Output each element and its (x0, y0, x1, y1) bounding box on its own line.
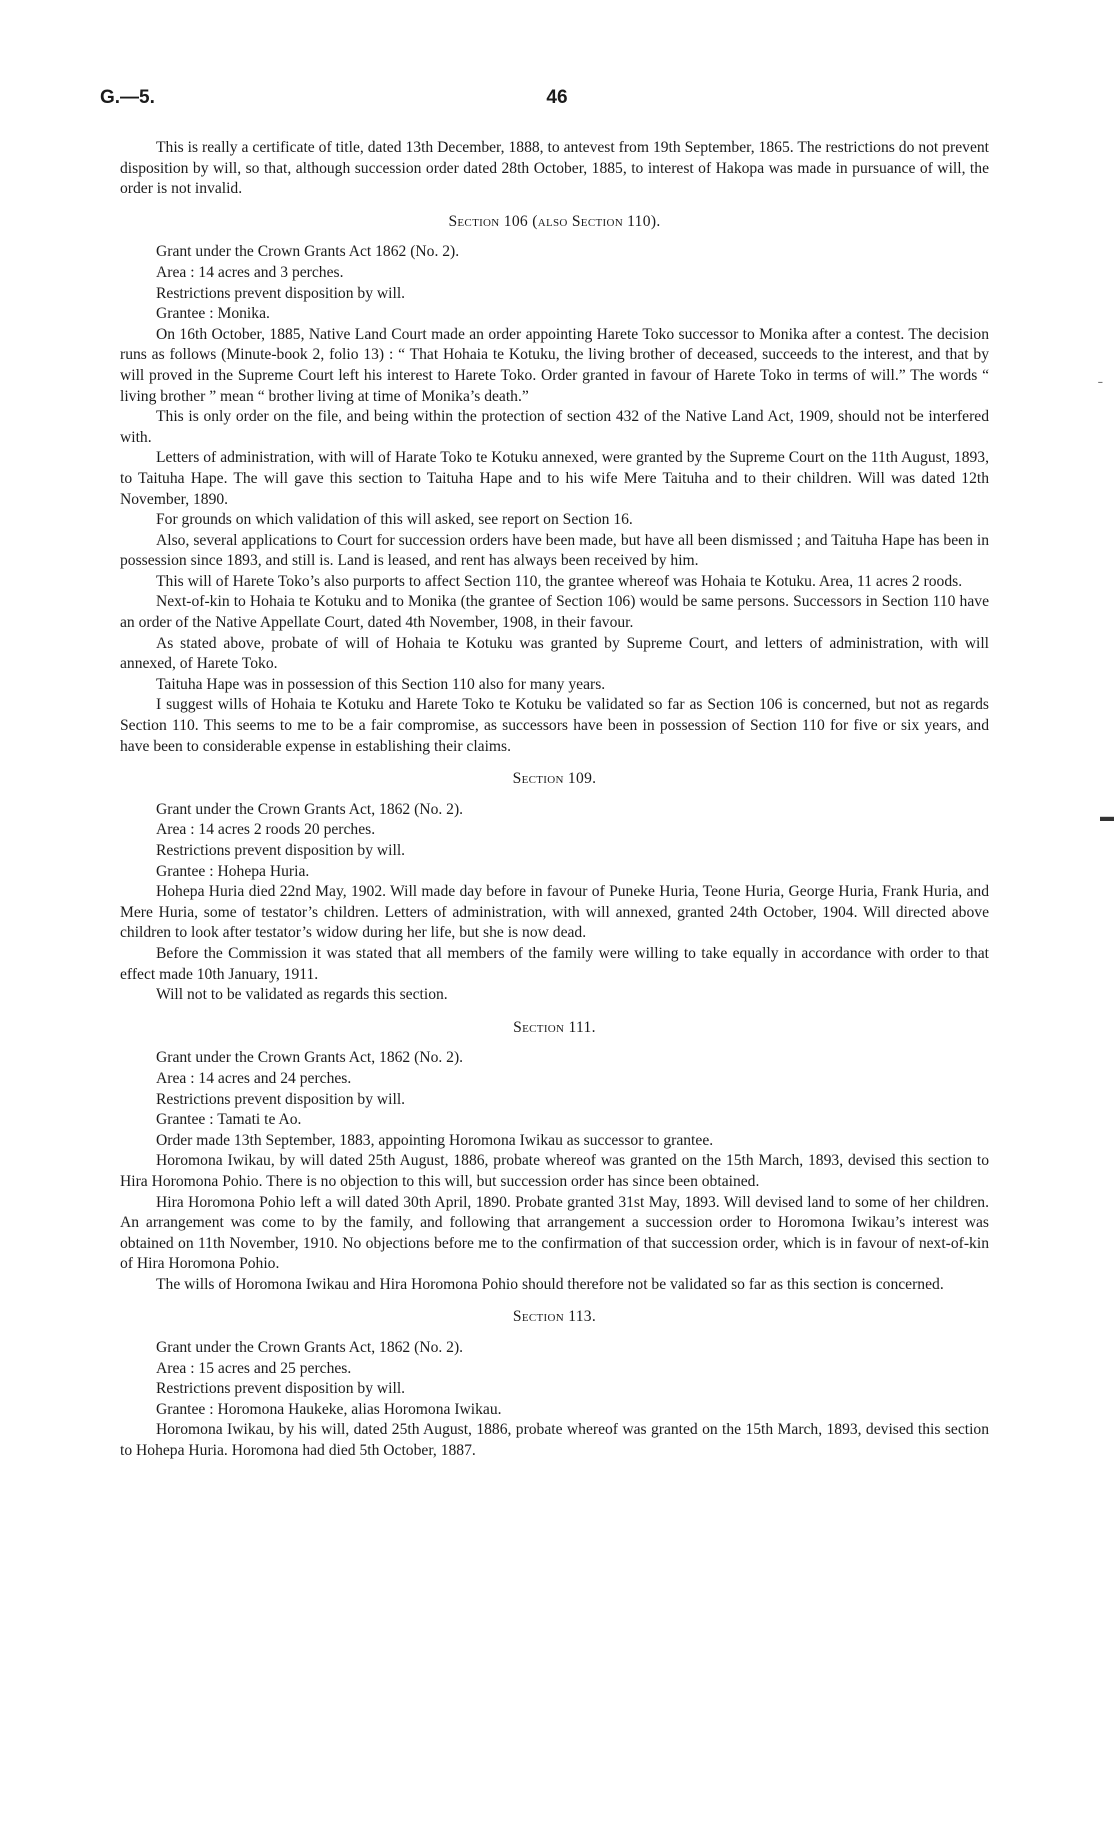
body-paragraph: This will of Harete Toko’s also purports to affect Section 110, the grantee whereof was Hohaia te Kotuku. Area, 11 acres 2 roods. (156, 572, 963, 590)
restrictions-line: Restrictions prevent disposition by will. (156, 1380, 406, 1398)
body-paragraph: The wills of Horomona Iwikau and Hira Horomona Pohio should therefore not be validated so far as this section is concerned. (156, 1275, 944, 1293)
body-paragraph: Taituha Hape was in possession of this Section 110 also for many years. (156, 675, 606, 693)
area-line: Area : 14 acres and 3 perches. (156, 263, 344, 281)
grant-line: Grant under the Crown Grants Act, 1862 (No. 2). (156, 1339, 464, 1357)
body-paragraph: Horomona Iwikau, by will dated 25th August, 1886, probate whereof was granted on the 15th March, 1893, devised this section to Hira Horomona Pohio. There is no objection to this will, but succession order has since been obtained. (120, 1152, 989, 1190)
body-paragraph: As stated above, probate of will of Hohaia te Kotuku was granted by Supreme Court, and letters of administration, with will annexed, of Harete Toko. (120, 634, 989, 673)
body-paragraph: Order made 13th September, 1883, appointing Horomona Iwikau as successor to grantee. (156, 1131, 714, 1149)
page-number: 46 (546, 87, 568, 108)
section-113-block (120, 1307, 989, 1461)
section-111-block (120, 1018, 989, 1296)
body-paragraph: Hira Horomona Pohio left a will dated 30th April, 1890. Probate granted 31st May, 1893. Will devised land to some of her children. An arrangement was come to by the family, and following that arrangement a succession order to Horomona Iwikau’s interest was obtained on 11th November, 1910. No objections before me to the confirmation of that succession order, which is in favour of next-of-kin of Hira Horomona Pohio. (120, 1193, 989, 1273)
grantee-line: Grantee : Monika. (156, 305, 270, 323)
body-paragraph: Also, several applications to Court for succession orders have been made, but have all been dismissed ; and Taituha Hape has been in possession since 1893, and still is. Land is leased, and rent has always been received by him. (120, 531, 989, 570)
body-paragraph: Letters of administration, with will of Harate Toko te Kotuku annexed, were granted by the Supreme Court on the 11th August, 1893, to Taituha Hape. The will gave this section to Taituha Hape and to his wife Mere Taituha and to their children. Will was dated 12th November, 1890. (120, 449, 989, 508)
body-paragraph: Next-of-kin to Hohaia te Kotuku and to Monika (the grantee of Section 106) would be same persons. Successors in Section 110 have an order of the Native Appellate Court, dated 4th November, 1908, in their favour. (120, 593, 989, 632)
grant-line: Grant under the Crown Grants Act 1862 (No. 2). (156, 243, 460, 261)
body-paragraph: This is only order on the file, and being within the protection of section 432 of the Native Land Act, 1909, should not be interfered with. (120, 408, 989, 446)
intro-paragraph: This is really a certificate of title, dated 13th December, 1888, to antevest from 19th September, 1865. The restrictions do not prevent disposition by will, so that, although succession order dated 28th October, 1885, to interest of Hakopa was made in pursuance of will, the order is not invalid. (120, 139, 989, 198)
section-109-block (120, 769, 989, 1006)
section-heading: Section 113. (512, 1308, 597, 1326)
restrictions-line: Restrictions prevent disposition by will. (156, 1090, 406, 1108)
area-line: Area : 14 acres 2 roods 20 perches. (156, 821, 376, 839)
body-paragraph: Horomona Iwikau, by his will, dated 25th August, 1886, probate whereof was granted on the 15th March, 1893, devised this section to Hohepa Huria. Horomona had died 5th October, 1887. (120, 1421, 989, 1460)
section-heading: Section 109. (512, 770, 597, 788)
body-paragraph: For grounds on which validation of this will asked, see report on Section 16. (156, 511, 633, 529)
area-line: Area : 14 acres and 24 perches. (156, 1069, 352, 1087)
body-paragraph: On 16th October, 1885, Native Land Court made an order appointing Harete Toko successor to Monika after a contest. The decision runs as follows (Minute-book 2, folio 13) : “ That Hohaia te Kotuku, the living brother of deceased, succeeds to the interest, and that by will proved in the Supreme Court left his interest to Harete Toko. Order granted in favour of Harete Toko in terms of will.” The words “ living brother ” mean “ brother living at time of Monika’s death.” (120, 325, 989, 405)
grantee-line: Grantee : Horomona Haukeke, alias Horomona Iwikau. (156, 1400, 502, 1418)
margin-tick-mark: ▬ (1100, 810, 1114, 825)
page-header (100, 88, 1014, 118)
body-paragraph: Hohepa Huria died 22nd May, 1902. Will made day before in favour of Puneke Huria, Teone Huria, George Huria, Frank Huria, and Mere Huria, some of testator’s children. Letters of administration, with will annexed, granted 24th October, 1904. Will directed above children to look after testator’s widow during her life, but she is now dead. (120, 883, 989, 942)
section-heading: Section 111. (513, 1018, 596, 1036)
body-paragraph: I suggest wills of Hohaia te Kotuku and Harete Toko te Kotuku be validated so far as Section 106 is concerned, but not as regards Section 110. This seems to me to be a fair compromise, as successors have been in possession of Section 110 for five or six years, and have been to considerable expense in establishing their claims. (120, 696, 989, 755)
grantee-line: Grantee : Tamati te Ao. (156, 1111, 302, 1129)
restrictions-line: Restrictions prevent disposition by will. (156, 842, 406, 859)
grantee-line: Grantee : Hohepa Huria. (156, 862, 310, 880)
document-reference: G.—5. (100, 87, 155, 108)
grant-line: Grant under the Crown Grants Act, 1862 (No. 2). (156, 1049, 464, 1067)
section-heading: Section 106 (also Section 110). (448, 212, 661, 230)
restrictions-line: Restrictions prevent disposition by will. (156, 284, 406, 302)
grant-line: Grant under the Crown Grants Act, 1862 (No. 2). (156, 800, 464, 818)
section-106-block (120, 212, 989, 757)
margin-tick-mark: ˗ (1098, 374, 1103, 389)
body-paragraph: Will not to be validated as regards this section. (156, 986, 448, 1004)
area-line: Area : 15 acres and 25 perches. (156, 1359, 352, 1377)
body-paragraph: Before the Commission it was stated that all members of the family were willing to take equally in accordance with order to that effect made 10th January, 1911. (120, 944, 989, 983)
page-body (120, 138, 989, 1472)
